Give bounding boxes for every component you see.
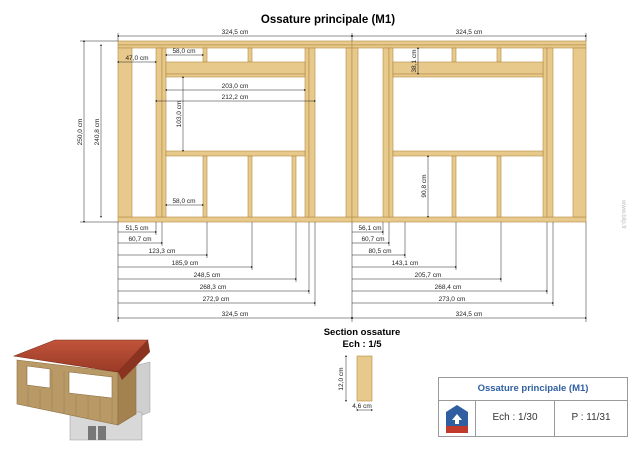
dim-left-103: 103,0 cm bbox=[176, 100, 183, 128]
title-block-scale: Ech : 1/30 bbox=[476, 400, 555, 436]
dim-right-90: 90,8 cm bbox=[421, 174, 428, 198]
dim-left-bottom-6: 268,3 cm bbox=[199, 284, 227, 291]
dim-left-bottom-4: 185,9 cm bbox=[171, 260, 199, 267]
dim-right-bottom-1: 56,1 cm bbox=[358, 225, 382, 232]
dim-right-bottom-4: 143,1 cm bbox=[391, 260, 419, 267]
main-title: Ossature principale (M1) bbox=[260, 14, 396, 26]
dim-right-bottom-8: 324,5 cm bbox=[455, 311, 483, 318]
dim-left-47: 47,0 cm bbox=[125, 55, 149, 62]
dim-left-bottom-7: 272,9 cm bbox=[202, 296, 230, 303]
title-block-title: Ossature principale (M1) bbox=[439, 378, 627, 401]
dim-left-bottom-8: 324,5 cm bbox=[221, 311, 249, 318]
dim-right-bottom-2: 60,7 cm bbox=[361, 236, 385, 243]
section-title: Section ossature bbox=[323, 327, 401, 338]
section-scale: Ech : 1/5 bbox=[342, 339, 382, 350]
dim-right-top: 324,5 cm bbox=[455, 29, 483, 36]
dim-left-height-total: 250,0 cm bbox=[77, 118, 84, 146]
site-watermark: www.bilp.fr bbox=[620, 200, 626, 230]
section-height: 12,0 cm bbox=[338, 367, 345, 391]
dim-left-height-inner: 240,8 cm bbox=[94, 118, 101, 146]
dim-left-203: 203,0 cm bbox=[221, 83, 249, 90]
bilp-logo bbox=[439, 400, 476, 436]
dim-right-bottom-7: 273,0 cm bbox=[438, 296, 466, 303]
dim-right-38: 38,1 cm bbox=[411, 49, 418, 73]
dim-left-bottom-2: 60,7 cm bbox=[128, 236, 152, 243]
dim-right-bottom-3: 80,5 cm bbox=[368, 248, 392, 255]
section-width: 4,6 cm bbox=[352, 403, 372, 410]
right-wall-frame bbox=[352, 41, 586, 222]
left-wall-frame bbox=[118, 41, 352, 222]
dim-left-top: 324,5 cm bbox=[221, 29, 249, 36]
title-block-page: P : 11/31 bbox=[571, 412, 611, 423]
title-block bbox=[438, 377, 628, 437]
dim-left-bottom-1: 51,5 cm bbox=[125, 225, 149, 232]
dim-left-212: 212,2 cm bbox=[221, 94, 249, 101]
dim-left-58-bottom: 58,0 cm bbox=[172, 198, 196, 205]
dim-right-bottom-6: 268,4 cm bbox=[434, 284, 462, 291]
house-3d-preview bbox=[14, 340, 150, 440]
section-stud bbox=[357, 356, 372, 401]
dim-left-bottom-3: 123,3 cm bbox=[148, 248, 176, 255]
dim-left-58-top: 58,0 cm bbox=[172, 48, 196, 55]
dim-right-bottom-5: 205,7 cm bbox=[414, 272, 442, 279]
dim-left-bottom-5: 248,5 cm bbox=[193, 272, 221, 279]
